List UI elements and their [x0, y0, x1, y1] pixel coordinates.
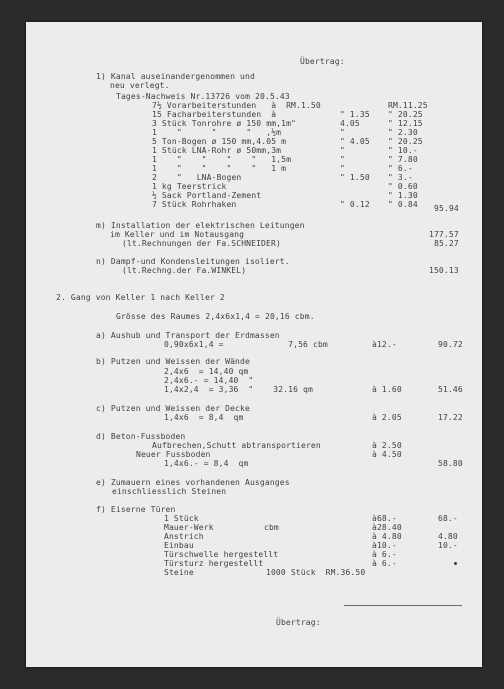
line-item-desc: 7½ Vorarbeiterstunden à RM.1.50: [152, 101, 321, 110]
document-page: [26, 22, 482, 667]
line-item-desc: 1 " " " " 1 m: [152, 164, 287, 173]
section-n-text2: (lt.Rechng.der Fa.WINKEL): [122, 266, 247, 275]
line-item-amount: RM.11.25: [388, 101, 428, 110]
line-item-amount: " 0.84: [388, 200, 418, 209]
item-a-total: 90.72: [438, 340, 463, 349]
door-item-desc: Einbau: [164, 541, 194, 550]
door-item-price: à28.40: [372, 523, 402, 532]
line-item-desc: 7 Stück Rohrhaken: [152, 200, 237, 209]
tagesnachweis: Tages-Nachweis Nr.13726 vom 20.5.43: [116, 92, 290, 101]
carry-out-label: Übertrag:: [276, 618, 321, 627]
line-item-amount: " 3.-: [388, 173, 413, 182]
line-item-desc: 1 " " " ,½m: [152, 128, 282, 137]
line-item-amount: " 2.30: [388, 128, 418, 137]
line-item-desc: ½ Sack Portland-Zement: [152, 191, 262, 200]
section1-title: 1) Kanal auseinandergenommen und: [96, 72, 255, 81]
item-b-line2: 2,4x6.- = 14,40 ": [164, 376, 254, 385]
section-m-text1: m) Installation der elektrischen Leitungen: [96, 221, 305, 230]
line-item-unit-price: 4.05: [340, 119, 360, 128]
item-b-title: b) Putzen und Weissen der Wände: [96, 357, 250, 366]
line-item-desc: 1 " " " " 1,5m: [152, 155, 292, 164]
item-c-price: à 2.05: [372, 413, 402, 422]
door-item-mid: 1000 Stück RM.36.50: [266, 568, 366, 577]
line-item-unit-price: " 1.50: [340, 173, 370, 182]
line-item-amount: " 0.60: [388, 182, 418, 191]
item-d-total: 58.80: [438, 459, 463, 468]
ink-dot: [454, 562, 457, 565]
door-item-desc: Steine: [164, 568, 194, 577]
door-item-desc: Türschwelle hergestellt: [164, 550, 279, 559]
door-item-desc: 1 Stück: [164, 514, 199, 523]
door-item-price: à 6.-: [372, 550, 397, 559]
line-item-unit-price: ": [340, 155, 345, 164]
section1-title2: neu verlegt.: [110, 81, 170, 90]
line-item-unit-price: ": [340, 146, 345, 155]
section-n-amount: 150.13: [429, 266, 459, 275]
section1-total: 95.94: [434, 204, 459, 213]
item-b-price: à 1.60: [372, 385, 402, 394]
item-c-total: 17.22: [438, 413, 463, 422]
line-item-desc: 1 kg Teerstrick: [152, 182, 227, 191]
item-d-line1: Aufbrechen,Schutt abtransportieren: [152, 441, 321, 450]
item-d-line2: Neuer Fussboden: [136, 450, 211, 459]
line-item-amount: " 6.-: [388, 164, 413, 173]
carry-in-label: Übertrag:: [300, 57, 345, 66]
item-c-calc: 1,4x6 = 8,4 qm: [164, 413, 244, 422]
line-item-amount: " 10.-: [388, 146, 418, 155]
door-item-price: à10.-: [372, 541, 397, 550]
item-a-price: à12.-: [372, 340, 397, 349]
line-item-desc: 5 Ton-Bogen ø 150 mm,4.05 m: [152, 137, 287, 146]
door-item-price: à 4.80: [372, 532, 402, 541]
line-item-amount: " 12.15: [388, 119, 423, 128]
line-item-desc: 15 Facharbeiterstunden à: [152, 110, 277, 119]
item-d-price1: à 2.50: [372, 441, 402, 450]
line-item-amount: " 7.80: [388, 155, 418, 164]
item-b-line1: 2,4x6 = 14,40 qm: [164, 367, 249, 376]
line-item-desc: 3 Stück Tonrohre ø 150 mm,1m": [152, 119, 297, 128]
item-e-title2: einschliesslich Steinen: [112, 487, 227, 496]
item-a-calc: 0,90x6x1,4 = 7,56 cbm: [164, 340, 328, 349]
door-item-desc: Türsturz hergestellt: [164, 559, 264, 568]
item-b-total: 51.46: [438, 385, 463, 394]
item-d-line3: 1,4x6.- = 8,4 qm: [164, 459, 249, 468]
section2-groesse: Grösse des Raumes 2,4x6x1,4 = 20,16 cbm.: [116, 312, 315, 321]
line-item-desc: 2 " LNA-Bogen: [152, 173, 242, 182]
item-a-title: a) Aushub und Transport der Erdmassen: [96, 331, 280, 340]
door-item-total: 10.-: [438, 541, 458, 550]
section-m-amount1: 177.57: [429, 230, 459, 239]
door-item-price: à 6.-: [372, 559, 397, 568]
item-c-title: c) Putzen und Weissen der Decke: [96, 404, 250, 413]
section-n-text1: n) Dampf-und Kondensleitungen isoliert.: [96, 257, 290, 266]
door-item-total: 68.-: [438, 514, 458, 523]
door-item-desc: Anstrich: [164, 532, 204, 541]
item-e-title: e) Zumauern eines vorhandenen Ausganges: [96, 478, 290, 487]
line-item-amount: " 20.25: [388, 110, 423, 119]
line-item-unit-price: " 4.05: [340, 137, 370, 146]
door-item-price: à68.-: [372, 514, 397, 523]
item-d-price2: à 4.50: [372, 450, 402, 459]
item-d-title: d) Beton-Fussboden: [96, 432, 186, 441]
door-item-mid: cbm: [264, 523, 279, 532]
line-item-unit-price: ": [340, 164, 345, 173]
item-b-line3: 1,4x2,4 = 3,36 " 32.16 qm: [164, 385, 313, 394]
line-item-unit-price: " 0.12: [340, 200, 370, 209]
door-item-desc: Mauer-Werk: [164, 523, 214, 532]
line-item-amount: " 1.30: [388, 191, 418, 200]
line-item-unit-price: ": [340, 128, 345, 137]
line-item-unit-price: " 1.35: [340, 110, 370, 119]
line-item-amount: " 20.25: [388, 137, 423, 146]
section-m-text2: im Keller und im Notausgang: [110, 230, 245, 239]
section-m-amount2: 85.27: [434, 239, 459, 248]
line-item-desc: 1 Stück LNA-Rohr ø 50mm,3m: [152, 146, 282, 155]
section2-title: 2. Gang von Keller 1 nach Keller 2: [56, 293, 225, 302]
sum-rule: [344, 605, 462, 606]
item-f-title: f) Eiserne Türen: [96, 505, 176, 514]
door-item-total: 4.80: [438, 532, 458, 541]
section-m-text3: (lt.Rechnungen der Fa.SCHNEIDER): [122, 239, 281, 248]
